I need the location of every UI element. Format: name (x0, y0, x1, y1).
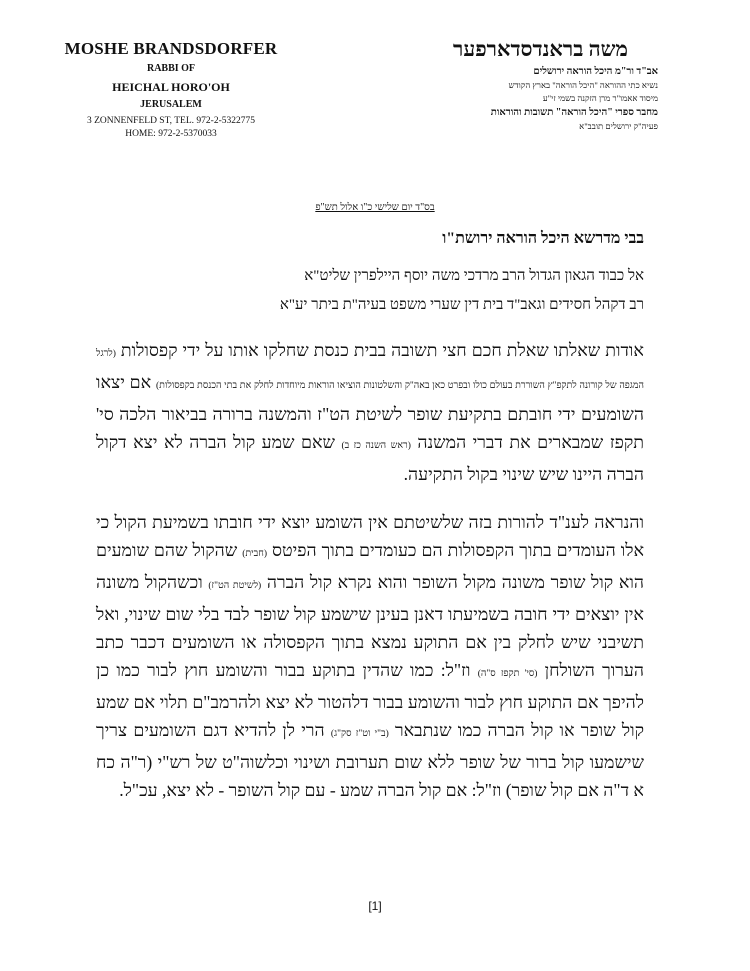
letterhead-he-line-2: נשיא כתי ההוראה "היכל הוראה" בארץ הקודש (508, 80, 658, 91)
paragraph-1-note-2: (ראש השנה כז ב) (341, 441, 411, 451)
paragraph-1-text-1: אודות שאלתו שאלת חכם חצי תשובה בבית כנסת שחלקו אותו על ידי קפסולות (120, 340, 644, 360)
page-number: [1] (368, 899, 382, 913)
paragraph-2-note-3: (סי' תקפז ס"ה) (477, 669, 538, 679)
paragraph-2-note-1: (חבית) (242, 549, 268, 559)
letterhead-he-line-1: אב"ד ור"מ היכל הוראה ירושלים (533, 66, 658, 78)
paragraph-1-text-2: אם יצאו השומעים ידי חובתם בתקיעת שופר לשיטת הט"ז והמשנה ברורה בביאור הלכה סי' תקפז שמבארים את דברי המשנה (96, 372, 644, 452)
institution-en: HEICHAL HORO'OH (112, 79, 230, 94)
paragraph-2-note-4: (ב"י וט"ז סק"ג) (330, 729, 389, 739)
address-en: 3 ZONNENFELD ST, TEL. 972-2-5322775 (87, 116, 255, 127)
paragraph-2-text-4: וז"ל: כמו שהדין בתוקע בבור והשומע חוץ לבור כמו כן להיפך אם התוקע חוץ לבור והשומע בבור דלהטור לא יצא ולהרמב"ם תלוי אם שמע קול שופר או קול הברה כמו שנתבאר (96, 660, 644, 740)
letterhead-he-line-5: פעיה"ק ירושלים תובב"א (579, 121, 658, 132)
salutation-line-2: רב דקהל חסידים וגאב"ד בית דין שערי משפט בעיה"ת ביתר יע"א (279, 297, 644, 313)
home-phone-en: HOME: 972-2-5370033 (125, 129, 217, 140)
rabbi-name-en: MOSHE BRANDSDORFER (64, 39, 278, 58)
date-line (0, 202, 750, 213)
paragraph-2-text-5: הרי לן להדיא דגם השומעים צריך שישמעו קול ברור של שופר ללא שום תערובת ושינוי וכלשוה"ט של רש"י (ר"ה כח א ד"ה אם קול שופר) וז"ל: אם קול הברה שמע - עם קול השופר - לא יצא, עכ"ל. (96, 720, 644, 800)
paragraph-2-note-2: (לשיטת הט"ז) (208, 581, 262, 591)
paragraph-2-text-3: וכשהקול משונה אין יוצאים ידי חובה בשמיעתו דאנן בעינן שישמע קול שופר לבד בלי שום שינוי, ואל תשיבני שיש לחלק בין אם התוקע נמצא בתוך הקפסולה או השומעים דכבר כתב הערוך השולחן (96, 572, 644, 680)
letterhead-hebrew (396, 36, 658, 132)
letter-body (96, 230, 644, 804)
rabbi-title-en: RABBI OF (146, 63, 196, 75)
city-en: JERUSALEM (140, 98, 202, 110)
addressee: בבי מדרשא היכל הוראה ירושת"ו (442, 230, 644, 247)
salutation-line-1: אל כבוד הגאון הגדול הרב מרדכי משה יוסף היילפרין שליט"א (304, 268, 644, 284)
paragraph-1-note-1: (לרגל המגפה של קורונה לתקפ"ץ השוררת בעולם כולו ובפרט כאן באה"ק והשלטונות הוציאו הוראות מיוחדות לחלק את בתי הכנסת בקפסולות) (96, 349, 645, 391)
date-text: בס"ד יום שלישי כ"ו אלול תש"פ (315, 202, 435, 213)
paragraph-1-text-3: שאם שמע קול הברה לא יצא דקול הברה היינו שיש שינוי בקול התקיעה. (96, 432, 644, 484)
letterhead-he-line-3: מיסוד אאמו"ר מרן הזקנה בשמי זי"ע (542, 93, 658, 104)
paragraph-2-text-2: שהקול שהם שומעים הוא קול שופר משונה מקול השופר והוא נקרא קול הברה (96, 540, 645, 592)
letterhead-english (60, 38, 282, 141)
paragraph-2-text-1: והנראה לענ"ד להורות בזה שלשיטתם אין השומע יוצא ידי חובתו בשמיעת הקול כי אלו העומדים בתוך הקפסולות הם כעומדים בתוך הפיטס (96, 512, 645, 560)
rabbi-name-he: משה בראנדסדארפער (453, 37, 628, 61)
paragraph-1 (96, 336, 644, 488)
paragraph-2 (96, 508, 644, 804)
letterhead-he-line-4: מחבר ספרי "היכל הוראה" תשובות והוראות (490, 107, 658, 119)
